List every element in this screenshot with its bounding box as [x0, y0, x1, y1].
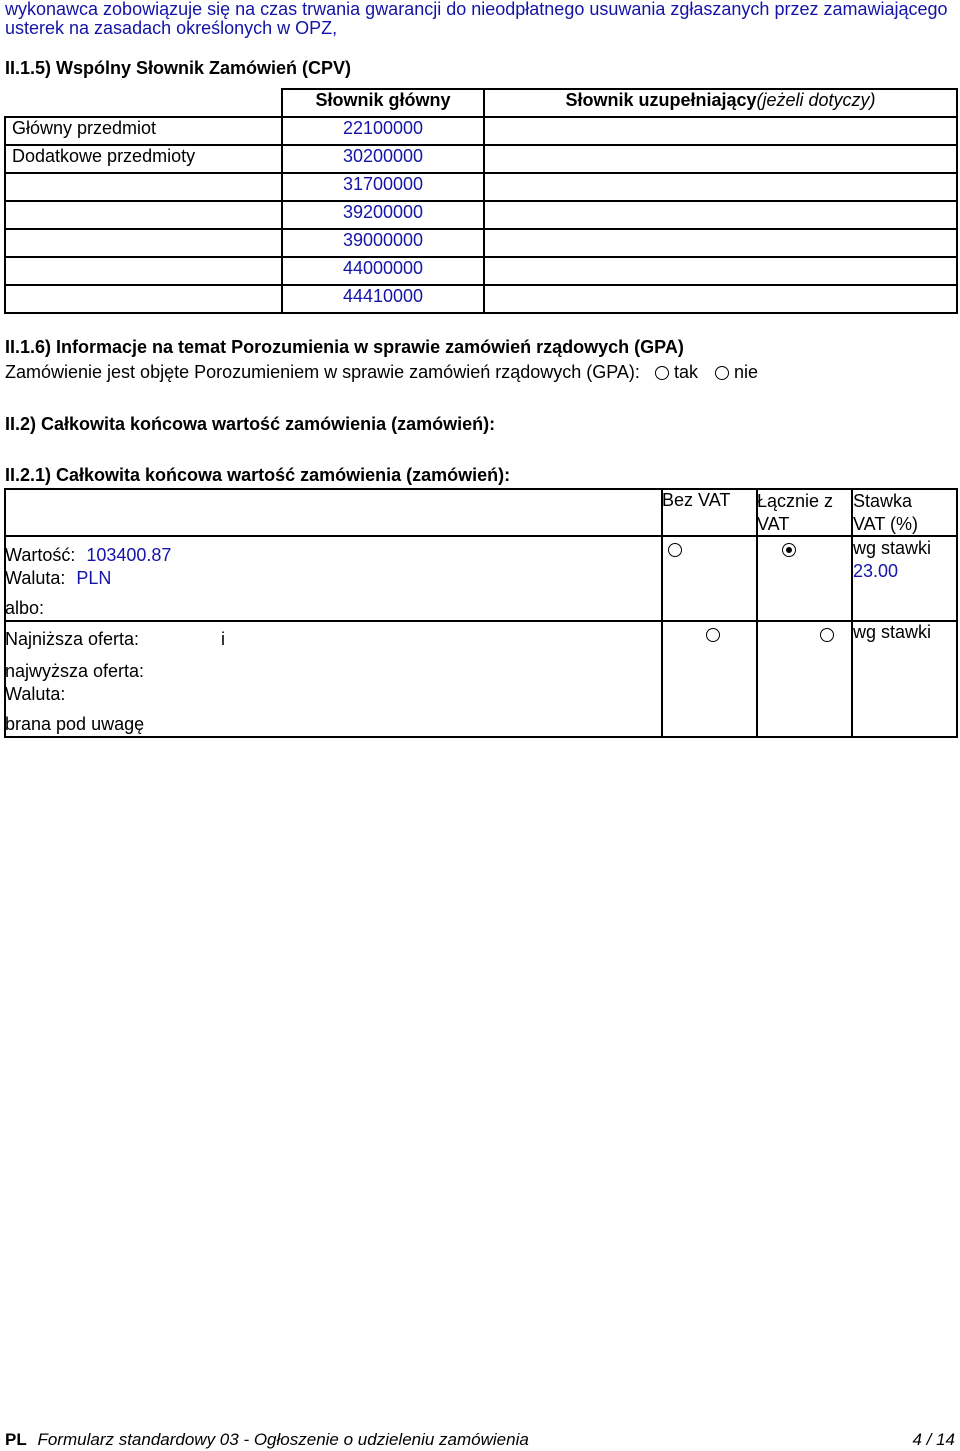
gpa-yes-radio[interactable] — [655, 366, 669, 380]
cpv-code: 39200000 — [282, 201, 484, 229]
rate-value: 23.00 — [853, 561, 899, 581]
cpv-row-label — [5, 257, 282, 285]
value-line — [5, 544, 171, 567]
cpv-row — [5, 285, 957, 313]
cpv-row-label — [5, 201, 282, 229]
value-label: Wartość: — [5, 545, 76, 565]
total-heading: II.2) Całkowita końcowa wartość zamówienia (zamówień): — [5, 414, 496, 434]
currency-value: PLN — [76, 568, 112, 588]
cpv-code: 31700000 — [282, 173, 484, 201]
rate-block — [853, 537, 931, 583]
cpv-row-label: Dodatkowe przedmioty — [5, 145, 282, 173]
gpa-yes-label: tak — [673, 362, 698, 382]
currency-label: Waluta: — [5, 568, 66, 588]
footer-lang: PL — [5, 1430, 27, 1449]
value-block — [5, 544, 171, 590]
cpv-header-row — [5, 89, 957, 117]
footer — [5, 1430, 955, 1450]
cpv-col-sup-note: (jeżeli dotyczy) — [756, 90, 876, 110]
col-rate-header: Stawka VAT (%) — [853, 491, 919, 534]
cpv-row — [5, 117, 957, 145]
and-label: i — [221, 629, 225, 649]
cpv-row-label — [5, 173, 282, 201]
cpv-heading: II.1.5) Wspólny Słownik Zamówień (CPV) — [5, 58, 352, 78]
gpa-heading: II.1.6) Informacje na temat Porozumienia w sprawie zamówień rządowych (GPA) — [5, 337, 684, 357]
intro-text: wykonawca zobowiązuje się na czas trwania gwarancji do nieodpłatnego usuwania zgłaszanych przez zamawiającego usterek na zasadach określonych w OPZ, — [5, 0, 948, 38]
footer-page: 4 / 14 — [912, 1430, 955, 1449]
col-net-header: Bez VAT — [662, 490, 731, 510]
highest-block — [5, 660, 144, 706]
highest-offer-label: najwyższa oferta: — [5, 661, 145, 681]
gpa-no-radio[interactable] — [715, 366, 729, 380]
cpv-row — [5, 173, 957, 201]
cpv-code: 44410000 — [282, 285, 484, 313]
currency-line — [5, 567, 171, 590]
rate-label-2: wg stawki — [853, 622, 932, 642]
cpv-row-label — [5, 285, 282, 313]
gpa-no-label: nie — [734, 362, 759, 382]
cpv-code: 39000000 — [282, 229, 484, 257]
value-amount: 103400.87 — [86, 545, 172, 565]
gpa-question-row — [5, 362, 758, 383]
cpv-row — [5, 145, 957, 173]
cpv-col-sup — [484, 89, 957, 117]
cpv-row-label: Główny przedmiot — [5, 117, 282, 145]
rate-label: wg stawki — [853, 538, 932, 558]
footer-title: Formularz standardowy 03 - Ogłoszenie o udzieleniu zamówienia — [37, 1430, 529, 1449]
cpv-code: 44000000 — [282, 257, 484, 285]
lowest-offer-label: Najniższa oferta: — [5, 629, 140, 649]
gpa-question: Zamówienie jest objęte Porozumieniem w sprawie zamówień rządowych (GPA): — [5, 362, 640, 382]
cpv-col-main: Słownik główny — [282, 89, 484, 117]
cpv-row-label — [5, 229, 282, 257]
considered-label: brana pod uwagę — [5, 714, 145, 734]
cpv-code: 30200000 — [282, 145, 484, 173]
cpv-row — [5, 229, 957, 257]
cpv-col-sup-label: Słownik uzupełniający — [565, 90, 757, 110]
cpv-table — [4, 88, 958, 314]
or-label: albo: — [5, 598, 45, 618]
total-subheading: II.2.1) Całkowita końcowa wartość zamówienia (zamówień): — [5, 465, 511, 485]
cpv-row — [5, 201, 957, 229]
cpv-row — [5, 257, 957, 285]
currency-label-2: Waluta: — [5, 684, 66, 704]
col-gross-header: Łącznie z VAT — [757, 491, 834, 534]
cpv-code: 22100000 — [282, 117, 484, 145]
